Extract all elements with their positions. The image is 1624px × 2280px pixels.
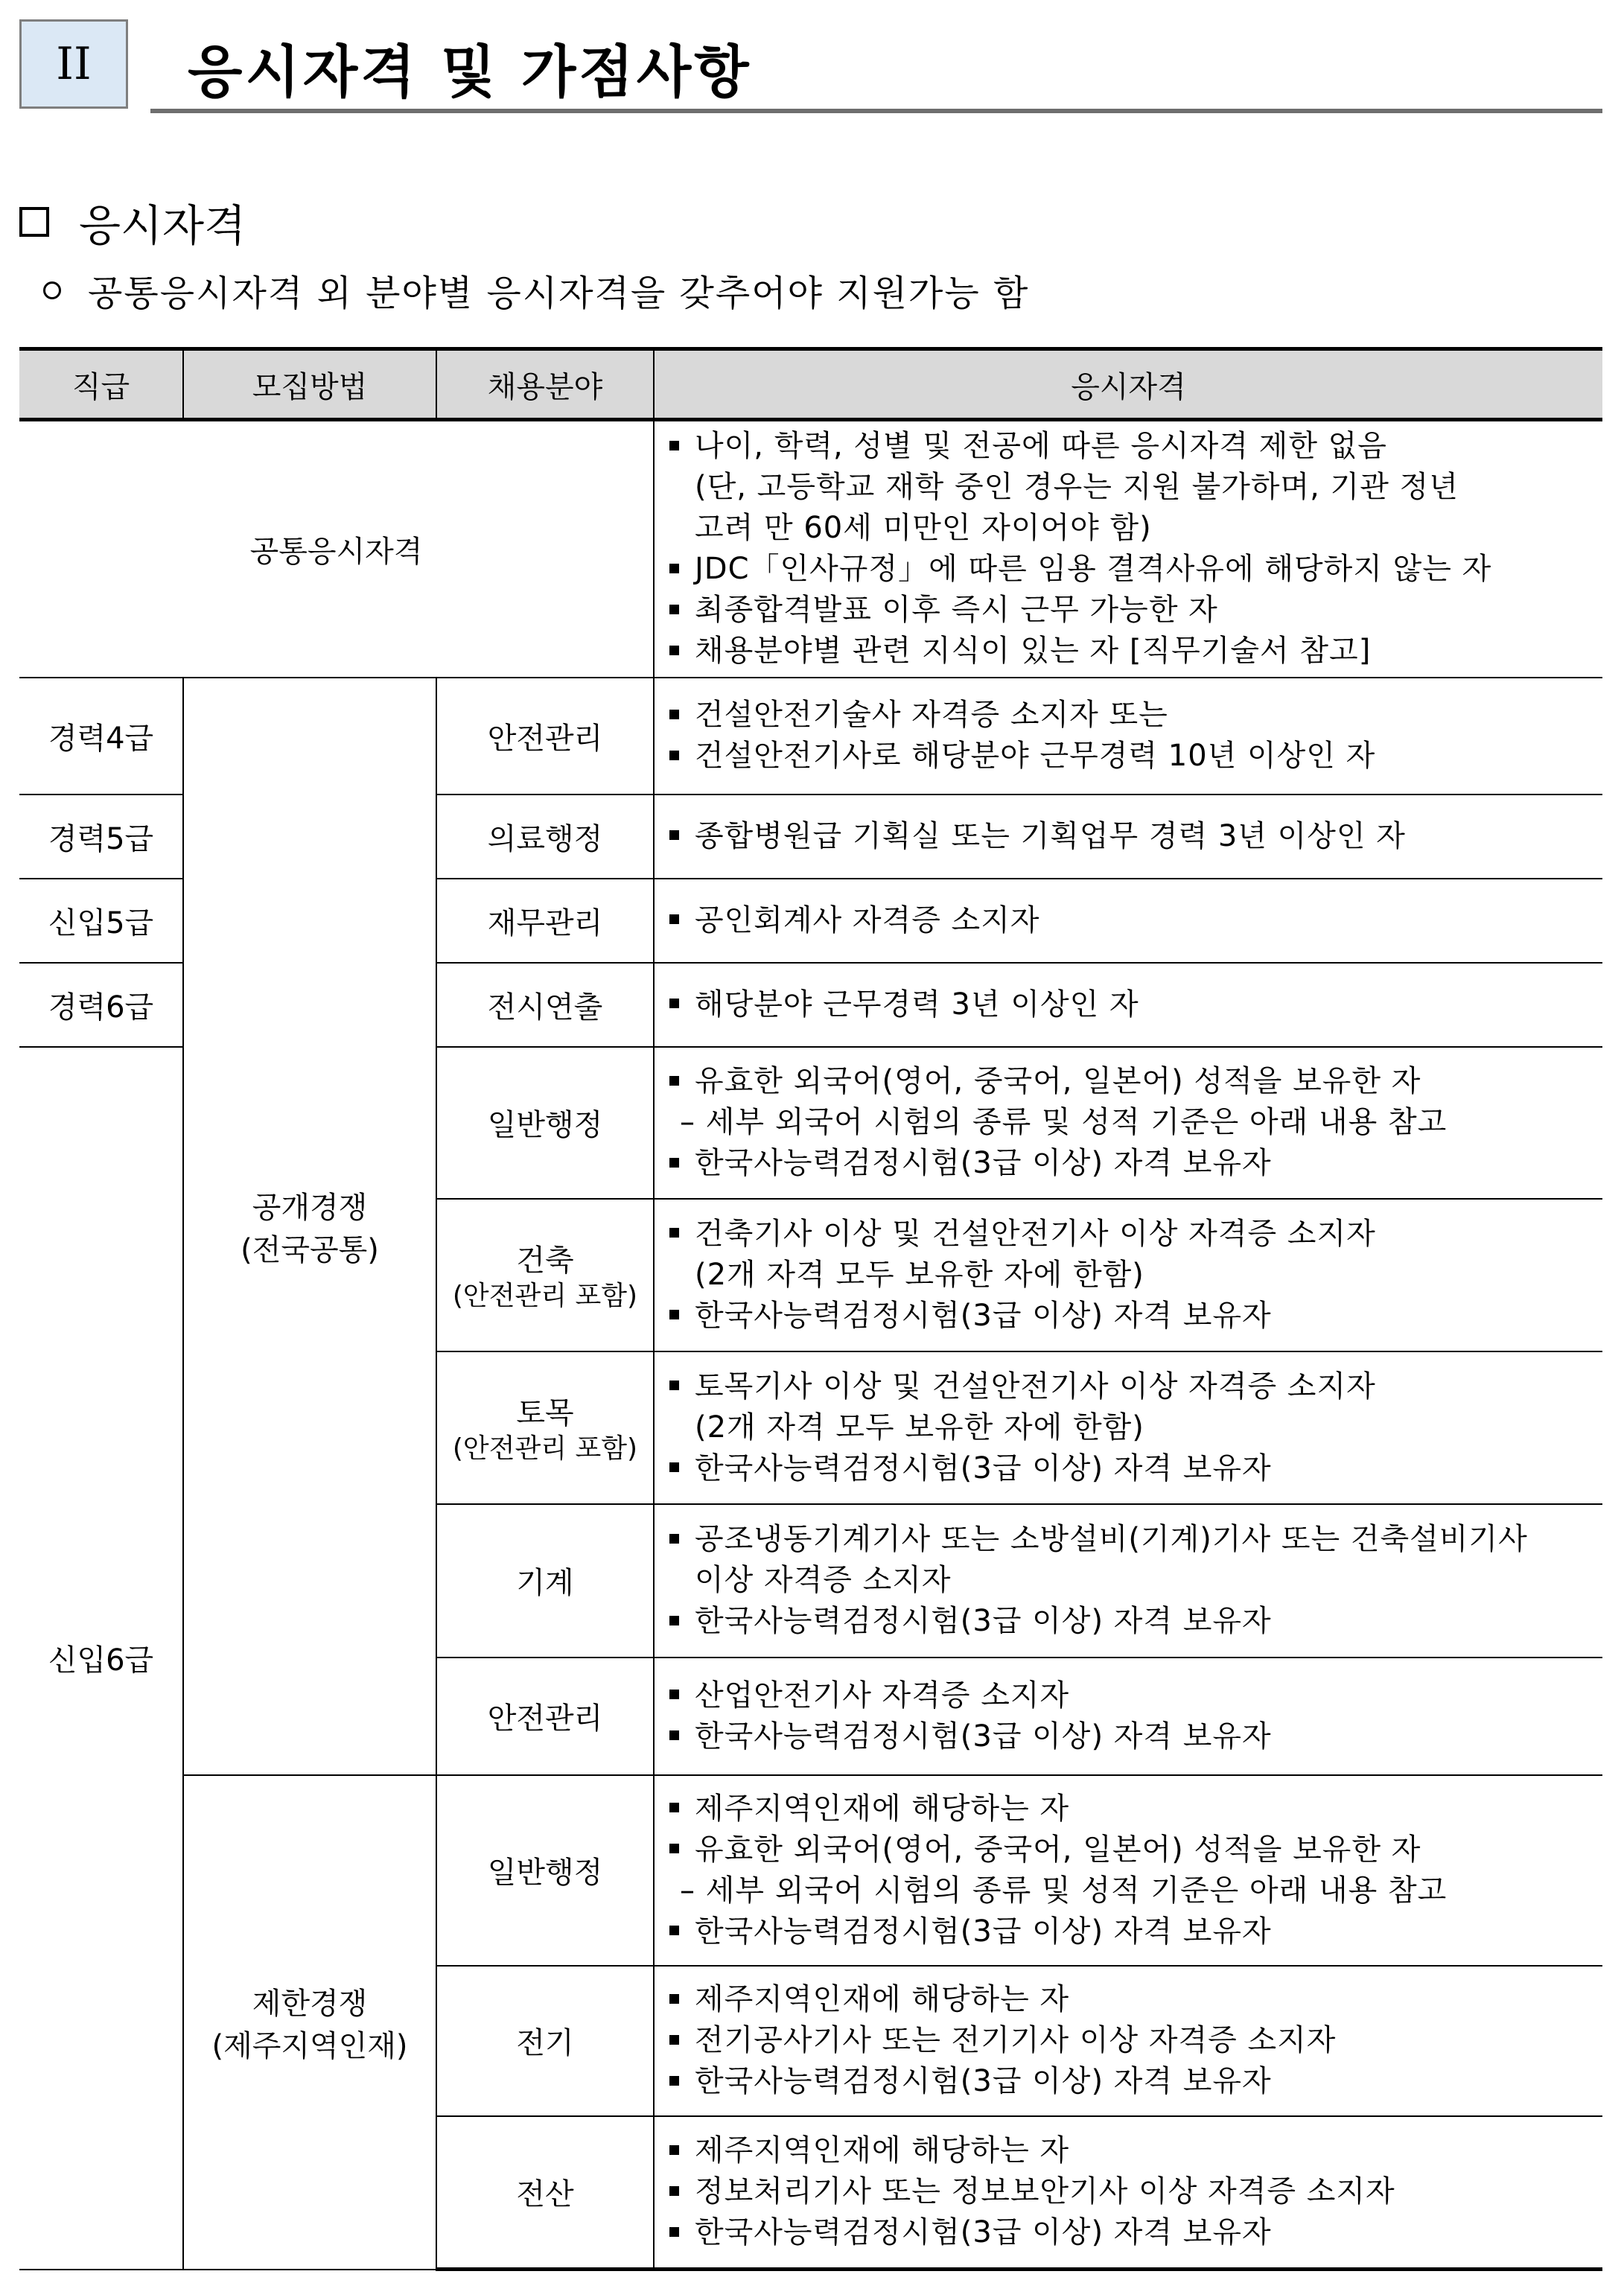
square-bullet-icon — [666, 1789, 695, 1830]
continuation-line — [666, 1102, 1588, 1143]
qualification-cell — [654, 1658, 1602, 1775]
qualification-table — [19, 347, 1602, 2271]
qualification-cell — [654, 2116, 1602, 2270]
square-bullet-icon — [666, 984, 695, 1025]
qualification-text: 정보처리기사 또는 정보보안기사 이상 자격증 소지자 — [695, 2174, 1395, 2209]
square-bullet-icon — [666, 1979, 695, 2020]
square-bullet-icon — [666, 2020, 695, 2061]
square-bullet-icon — [666, 1296, 695, 1337]
qualification-text: 한국사능력검정시험(3급 이상) 자격 보유자 — [695, 1719, 1272, 1754]
title-underline — [150, 109, 1602, 113]
header-grade: 직급 — [19, 349, 183, 420]
qualification-text: 토목기사 이상 및 건설안전기사 이상 자격증 소지자 — [695, 1369, 1376, 1404]
field-cell — [436, 1658, 654, 1775]
field-label: 재무관리 — [487, 905, 603, 940]
square-bullet-icon — [666, 1716, 695, 1757]
square-bullet-icon — [19, 207, 49, 237]
qualification-text: 채용분야별 관련 지식이 있는 자 [직무기술서 참고] — [695, 634, 1372, 669]
square-bullet-icon — [666, 900, 695, 941]
section-subtitle: 공통응시자격 외 분야별 응시자격을 갖추어야 지원가능 함 — [88, 273, 1030, 314]
square-bullet-icon — [666, 1366, 695, 1407]
square-bullet-icon — [666, 1214, 695, 1255]
section-title: 응시자격 — [79, 200, 246, 251]
header-field: 채용분야 — [436, 349, 654, 420]
square-bullet-icon — [666, 816, 695, 857]
method-label: 제한경쟁 — [252, 1986, 368, 2021]
bullet-line — [666, 1366, 1588, 1407]
field-cell — [436, 1966, 654, 2116]
square-bullet-icon — [666, 2212, 695, 2253]
bullet-line — [666, 2171, 1588, 2212]
qualification-text: 건설안전기술사 자격증 소지자 또는 — [695, 698, 1168, 732]
bullet-line — [666, 1979, 1588, 2020]
field-sublabel: (안전관리 포함) — [452, 1433, 638, 1464]
field-label: 전산 — [516, 2177, 574, 2212]
qualification-cell — [654, 1199, 1602, 1351]
section-heading — [19, 192, 246, 252]
header-method: 모집방법 — [183, 349, 436, 420]
bullet-line — [666, 1830, 1588, 1870]
qualification-cell — [654, 1775, 1602, 1966]
header-qualification: 응시자격 — [654, 349, 1602, 420]
bullet-line — [666, 1716, 1588, 1757]
bullet-line — [666, 1214, 1588, 1255]
qualification-text: 건축기사 이상 및 건설안전기사 이상 자격증 소지자 — [695, 1216, 1376, 1251]
bullet-line — [666, 1601, 1588, 1642]
qualification-text: 건설안전기사로 해당분야 근무경력 10년 이상인 자 — [695, 739, 1376, 773]
qualification-text: 해당분야 근무경력 3년 이상인 자 — [695, 987, 1139, 1022]
field-cell — [436, 1351, 654, 1504]
table-row — [19, 678, 1602, 795]
bullet-line — [666, 631, 1588, 672]
field-cell — [436, 1504, 654, 1658]
field-cell — [436, 879, 654, 963]
bullet-line — [666, 1143, 1588, 1184]
qualification-text: 제주지역인재에 해당하는 자 — [695, 1791, 1070, 1826]
qualification-text: 한국사능력검정시험(3급 이상) 자격 보유자 — [695, 2064, 1272, 2098]
qualification-cell — [654, 1966, 1602, 2116]
grade-cell: 신입5급 — [19, 879, 183, 963]
qualification-text: 공인회계사 자격증 소지자 — [695, 902, 1040, 937]
field-label: 토목 — [516, 1395, 574, 1430]
field-cell — [436, 678, 654, 795]
qualification-cell — [654, 678, 1602, 795]
bullet-line — [666, 1061, 1588, 1102]
square-bullet-icon — [666, 590, 695, 631]
qualification-text: 한국사능력검정시험(3급 이상) 자격 보유자 — [695, 1146, 1272, 1180]
qualification-text: 최종합격발표 이후 즉시 근무 가능한 자 — [695, 593, 1218, 628]
bullet-line — [666, 2212, 1588, 2253]
grade-cell: 신입6급 — [19, 1047, 183, 2270]
square-bullet-icon — [666, 1601, 695, 1642]
qualification-cell — [654, 879, 1602, 963]
qualification-text: 한국사능력검정시험(3급 이상) 자격 보유자 — [695, 1451, 1272, 1485]
bullet-line — [666, 590, 1588, 631]
method-cell-open — [183, 678, 436, 1775]
qualification-text: 종합병원급 기획실 또는 기획업무 경력 3년 이상인 자 — [695, 818, 1406, 853]
qualification-text: – 세부 외국어 시험의 종류 및 성적 기준은 아래 내용 참고 — [680, 1105, 1448, 1139]
bullet-line — [666, 900, 1588, 941]
bullet-line — [666, 736, 1588, 777]
bullet-line — [666, 984, 1588, 1025]
qualification-text: 공조냉동기계기사 또는 소방설비(기계)기사 또는 건축설비기사 — [695, 1522, 1528, 1556]
field-cell — [436, 1199, 654, 1351]
field-cell — [436, 963, 654, 1047]
field-label: 전시연출 — [487, 990, 603, 1025]
continuation-line — [666, 1560, 1588, 1601]
square-bullet-icon — [666, 695, 695, 736]
qualification-text: 이상 자격증 소지자 — [695, 1563, 952, 1597]
square-bullet-icon — [666, 1061, 695, 1102]
table-row — [19, 420, 1602, 678]
square-bullet-icon — [666, 736, 695, 777]
field-cell — [436, 795, 654, 879]
bullet-line — [666, 1911, 1588, 1952]
qualification-text: 전기공사기사 또는 전기기사 이상 자격증 소지자 — [695, 2023, 1337, 2057]
bullet-line — [666, 695, 1588, 736]
square-bullet-icon — [666, 426, 695, 467]
qualification-text: (2개 자격 모두 보유한 자에 한함) — [695, 1410, 1144, 1445]
field-cell — [436, 2116, 654, 2270]
method-sublabel: (제주지역인재) — [211, 2028, 408, 2063]
qualification-text: 제주지역인재에 해당하는 자 — [695, 2133, 1070, 2168]
continuation-line — [666, 1255, 1588, 1296]
square-bullet-icon — [666, 2061, 695, 2102]
field-label: 일반행정 — [487, 1856, 603, 1890]
qualification-text: JDC「인사규정」에 따른 임용 결격사유에 해당하지 않는 자 — [695, 552, 1492, 587]
qualification-cell — [654, 963, 1602, 1047]
qualification-text: 산업안전기사 자격증 소지자 — [695, 1678, 1070, 1713]
qualification-cell — [654, 1504, 1602, 1658]
field-cell — [436, 1775, 654, 1966]
square-bullet-icon — [666, 2130, 695, 2171]
bullet-line — [666, 1789, 1588, 1830]
table-row — [19, 1775, 1602, 1966]
field-label: 일반행정 — [487, 1108, 603, 1142]
grade-cell: 경력4급 — [19, 678, 183, 795]
field-label: 안전관리 — [487, 721, 603, 756]
bullet-line — [666, 2130, 1588, 2171]
qualification-text: 한국사능력검정시험(3급 이상) 자격 보유자 — [695, 1298, 1272, 1333]
common-label: 공통응시자격 — [19, 420, 654, 678]
square-bullet-icon — [666, 1830, 695, 1870]
circle-bullet-icon — [43, 281, 61, 299]
common-qualifications — [654, 420, 1602, 678]
field-label: 안전관리 — [487, 1701, 603, 1736]
qualification-text: 유효한 외국어(영어, 중국어, 일본어) 성적을 보유한 자 — [695, 1064, 1421, 1098]
table-header-row — [19, 349, 1602, 420]
bullet-line — [666, 1448, 1588, 1489]
bullet-line — [666, 816, 1588, 857]
section-subtitle-row — [43, 264, 1029, 316]
field-cell — [436, 1047, 654, 1199]
field-sublabel: (안전관리 포함) — [452, 1280, 638, 1311]
bullet-line — [666, 2061, 1588, 2102]
qualification-text: 제주지역인재에 해당하는 자 — [695, 1982, 1070, 2016]
qualification-text: 한국사능력검정시험(3급 이상) 자격 보유자 — [695, 1604, 1272, 1638]
qualification-text: (단, 고등학교 재학 중인 경우는 지원 불가하며, 기관 정년 — [695, 470, 1459, 505]
square-bullet-icon — [666, 2171, 695, 2212]
page-title: 응시자격 및 가점사항 — [188, 39, 752, 105]
qualification-cell — [654, 795, 1602, 879]
chapter-number: II — [56, 38, 92, 90]
qualification-text: 나이, 학력, 성별 및 전공에 따른 응시자격 제한 없음 — [695, 429, 1387, 464]
field-label: 기계 — [516, 1566, 574, 1600]
bullet-line — [666, 549, 1588, 590]
bullet-line — [666, 1296, 1588, 1337]
qualification-text: 한국사능력검정시험(3급 이상) 자격 보유자 — [695, 1914, 1272, 1949]
bullet-line — [666, 1675, 1588, 1716]
qualification-text: 고려 만 60세 미만인 자이어야 함) — [695, 511, 1152, 546]
continuation-line — [666, 467, 1588, 508]
field-label: 전기 — [516, 2026, 574, 2060]
bullet-line — [666, 426, 1588, 467]
method-cell-limited — [183, 1775, 436, 2270]
qualification-text: – 세부 외국어 시험의 종류 및 성적 기준은 아래 내용 참고 — [680, 1873, 1448, 1908]
continuation-line — [666, 1870, 1588, 1911]
qualification-cell — [654, 1351, 1602, 1504]
bullet-line — [666, 2020, 1588, 2061]
field-label: 의료행정 — [487, 821, 603, 856]
square-bullet-icon — [666, 1448, 695, 1489]
continuation-line — [666, 508, 1588, 549]
qualification-text: 한국사능력검정시험(3급 이상) 자격 보유자 — [695, 2215, 1272, 2250]
square-bullet-icon — [666, 631, 695, 672]
method-label: 공개경쟁 — [252, 1190, 368, 1225]
qualification-cell — [654, 1047, 1602, 1199]
chapter-number-box — [19, 19, 128, 109]
qualification-text: (2개 자격 모두 보유한 자에 한함) — [695, 1257, 1144, 1292]
qualification-text: 유효한 외국어(영어, 중국어, 일본어) 성적을 보유한 자 — [695, 1832, 1421, 1867]
square-bullet-icon — [666, 1911, 695, 1952]
continuation-line — [666, 1407, 1588, 1448]
square-bullet-icon — [666, 549, 695, 590]
square-bullet-icon — [666, 1675, 695, 1716]
grade-cell: 경력6급 — [19, 963, 183, 1047]
bullet-line — [666, 1519, 1588, 1560]
method-sublabel: (전국공통) — [241, 1232, 379, 1267]
square-bullet-icon — [666, 1143, 695, 1184]
field-label: 건축 — [516, 1243, 574, 1278]
grade-cell: 경력5급 — [19, 795, 183, 879]
square-bullet-icon — [666, 1519, 695, 1560]
